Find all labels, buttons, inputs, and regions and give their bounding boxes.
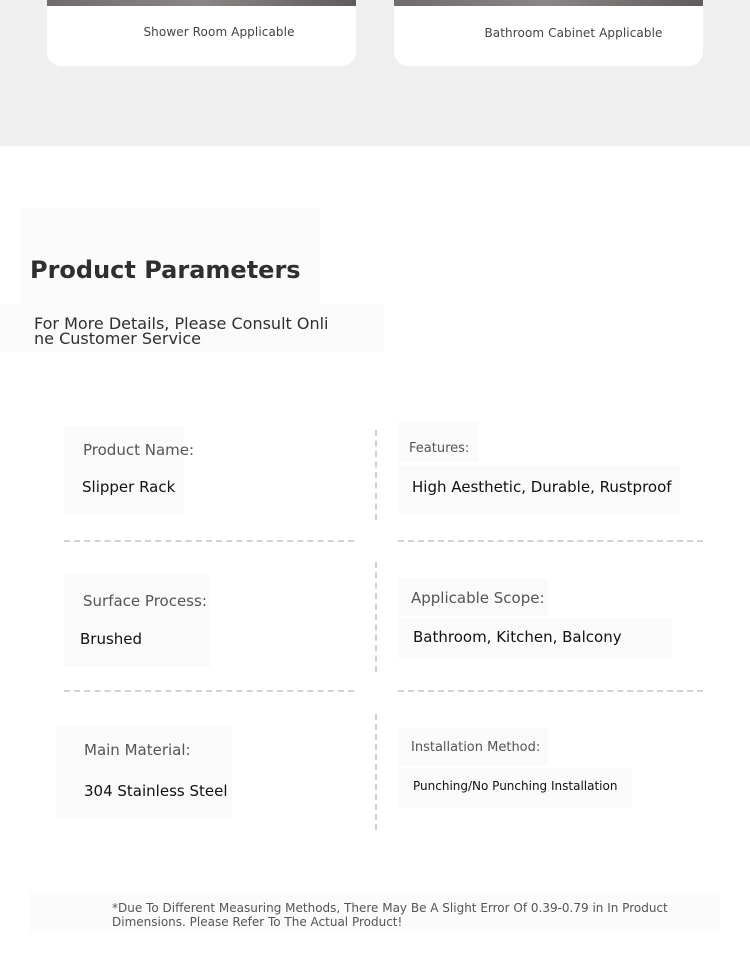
surface-process-label: Surface Process: xyxy=(83,592,207,610)
row-divider xyxy=(398,690,703,692)
features-label: Features: xyxy=(409,441,470,456)
column-divider xyxy=(375,714,377,830)
main-material-label: Main Material: xyxy=(84,741,191,759)
cell-background xyxy=(64,575,210,667)
column-divider xyxy=(375,430,377,520)
installation-method-label: Installation Method: xyxy=(411,740,541,755)
application-photo xyxy=(47,0,356,6)
footnote-line: *Due To Different Measuring Methods, There May Be A Slight Error Of 0.39-0.79 in In Product xyxy=(112,901,668,915)
installation-method-value: Punching/No Punching Installation xyxy=(413,779,618,793)
section-subtitle xyxy=(34,316,334,346)
column-divider xyxy=(375,562,377,672)
subtitle-line: For More Details, Please Consult Onli xyxy=(34,314,329,333)
product-name-value: Slipper Rack xyxy=(82,478,176,496)
cell-background xyxy=(64,426,184,514)
footnote-line: Dimensions. Please Refer To The Actual Product! xyxy=(112,915,403,929)
row-divider xyxy=(398,540,703,542)
applicable-scope-label: Applicable Scope: xyxy=(411,589,545,607)
measurement-footnote xyxy=(112,901,672,929)
row-divider xyxy=(64,690,354,692)
applicable-scope-value: Bathroom, Kitchen, Balcony xyxy=(413,628,622,646)
row-divider xyxy=(64,540,354,542)
cell-background xyxy=(56,726,232,818)
subtitle-line: ne Customer Service xyxy=(34,329,202,348)
product-name-label: Product Name: xyxy=(83,441,195,459)
section-title: Product Parameters xyxy=(30,256,301,284)
main-material-value: 304 Stainless Steel xyxy=(84,782,228,800)
features-value: High Aesthetic, Durable, Rustproof xyxy=(412,478,672,496)
application-card-shower-room xyxy=(47,0,356,66)
application-caption: Bathroom Cabinet Applicable xyxy=(484,26,663,40)
surface-process-value: Brushed xyxy=(80,630,143,648)
application-photo xyxy=(394,0,703,6)
application-card-bathroom-cabinet xyxy=(394,0,703,66)
application-caption: Shower Room Applicable xyxy=(143,25,295,39)
